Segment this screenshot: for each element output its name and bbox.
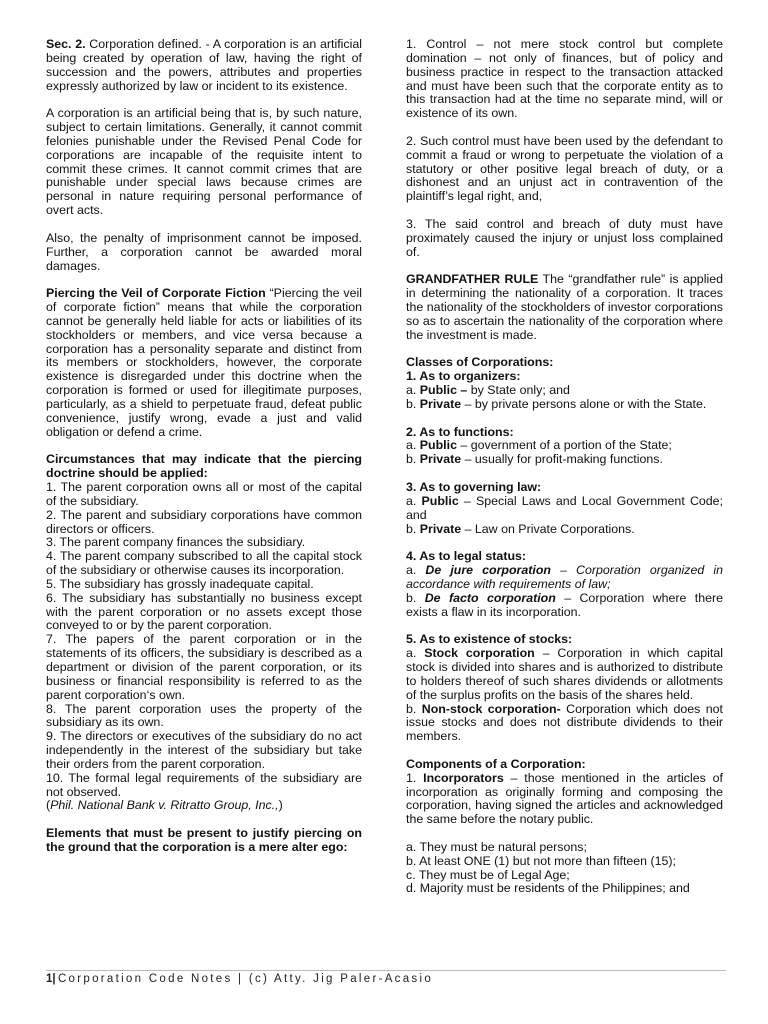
grandfather-heading: GRANDFATHER RULE	[406, 272, 539, 287]
class-item: b. Private – Law on Private Corporations.	[406, 521, 635, 536]
right-column	[406, 38, 723, 896]
circumstances-heading: Circumstances that may indicate that the piercing doctrine should be applied:	[46, 452, 362, 481]
class-heading: 1. As to organizers:	[406, 369, 521, 384]
components-heading: Components of a Corporation:	[406, 756, 586, 771]
class-heading: 2. As to functions:	[406, 424, 514, 439]
sec2-paragraph: Sec. 2. Corporation defined. - A corporation is an artificial being created by operation of law, having the right of succession and the powers, attributes and properties expressly authorized by law or incident to its existence.	[46, 37, 362, 93]
class-item: b. Private – usually for profit-making functions.	[406, 452, 663, 467]
grandfather-paragraph: GRANDFATHER RULE The “grandfather rule” is applied in determining the nationality of a corporation. It traces the nationality of the stockholders of investor corporations so as to ascertain the nationality of the corporation where the investment is made.	[406, 272, 723, 342]
footer-text: Corporation Code Notes | (c) Atty. Jig Paler-Acasio	[57, 973, 434, 985]
requirement-item: b. At least ONE (1) but not more than fifteen (15);	[406, 853, 676, 868]
class-item: b. De facto corporation – Corporation where there exists a flaw in its incorporation.	[406, 590, 724, 619]
element-item: 1. Control – not mere stock control but complete domination – not only of finances, but of policy and business practice in respect to the transaction attacked and must have been such that the corporate entity as to this transaction had at the time no separate mind, will or existence of its own.	[406, 37, 723, 121]
list-item: 8. The parent corporation uses the property of the subsidiary as its own.	[46, 701, 362, 730]
class-item: b. Private – by private persons alone or with the State.	[406, 396, 707, 411]
elements-heading: Elements that must be present to justify piercing on the ground that the corporation is a mere alter ego:	[46, 826, 362, 854]
class-heading: 5. As to existence of stocks:	[406, 632, 573, 647]
list-item: 4. The parent company subscribed to all the capital stock of the subsidiary or otherwise causes its incorporation.	[46, 549, 362, 578]
list-item: 10. The formal legal requirements of the subsidiary are not observed.	[46, 770, 362, 799]
class-item: b. Non-stock corporation- Corporation which does not issue stocks and does not distribute dividends to their members.	[406, 701, 723, 744]
class-heading: 4. As to legal status:	[406, 549, 527, 564]
requirement-item: a. They must be natural persons;	[406, 839, 587, 854]
list-item: 1. The parent corporation owns all or most of the capital of the subsidiary.	[46, 480, 362, 508]
class-item: a. Public – by State only; and	[406, 383, 570, 398]
piercing-heading: Piercing the Veil of Corporate Fiction	[46, 286, 266, 301]
requirement-item: c. They must be of Legal Age;	[406, 867, 570, 882]
limitations-paragraph: A corporation is an artificial being that is, by such nature, subject to certain limitations. Generally, it cannot commit felonies punishable under the Revised Penal Code for corporations are incapable of the requisite intent to commit these crimes. It cannot commit crimes that are punishable under special laws because crimes are personal in nature requiring personal performance of overt acts.	[46, 106, 362, 218]
class-heading: 3. As to governing law:	[406, 480, 542, 494]
page-number: 1	[46, 973, 53, 985]
class-item: a. Stock corporation – Corporation in which capital stock is divided into shares and is authorized to distribute to holders thereof of such shares dividends or allotments of the surplus profits on the basis of the shares held.	[406, 646, 723, 702]
sec2-label: Sec. 2.	[46, 37, 86, 51]
requirement-item: d. Majority must be residents of the Philippines; and	[406, 881, 690, 896]
element-item: 2. Such control must have been used by the defendant to commit a fraud or wrong to perpetuate the violation of a statutory or other positive legal breach of duty, or a dishonest and an unjust act in contravention of the plaintiff’s legal right, and,	[406, 133, 723, 204]
piercing-paragraph: Piercing the Veil of Corporate Fiction “Piercing the veil of corporate fiction” means that while the corporation cannot be generally held liable for acts or liabilities of its stockholders or members, and vice versa because a corporation has a personality separate and distinct from its members or stockholders, however, the corporate existence is disregarded under this doctrine when the corporation is formed or used for illegitimate purposes, particularly, as a shield to perpetuate fraud, defeat public convenience, justify wrong, evade a just and valid obligation or defend a crime.	[46, 286, 362, 439]
class-item: a. Public – government of a portion of the State;	[406, 438, 672, 453]
class-item: a. De jure corporation – Corporation organized in accordance with requirements of law;	[406, 563, 723, 591]
list-item: 3. The parent company finances the subsidiary.	[46, 535, 306, 550]
list-item: 2. The parent and subsidiary corporations have common directors or officers.	[46, 507, 362, 536]
class-item: a. Public – Special Laws and Local Government Code; and	[406, 493, 724, 522]
classes-heading: Classes of Corporations:	[406, 355, 554, 370]
list-item: 6. The subsidiary has substantially no business except with the parent corporation or no assets except those conveyed to or by the parent corporation.	[46, 590, 362, 633]
element-item: 3. The said control and breach of duty must have proximately caused the injury or unjust loss complained of.	[406, 216, 723, 259]
list-item: 5. The subsidiary has grossly inadequate capital.	[46, 576, 314, 591]
list-item: 9. The directors or executives of the subsidiary do no act independently in the interest of the subsidiary but take their orders from the parent corporation.	[46, 729, 362, 771]
page-footer: 1|Corporation Code Notes | (c) Atty. Jig Paler-Acasio	[46, 970, 726, 985]
case-citation: (Phil. National Bank v. Ritratto Group, Inc.,)	[46, 798, 283, 813]
incorporators-item: 1. Incorporators – those mentioned in the articles of incorporation as originally forming and composing the corporation, having signed the articles and acknowledged the same before the notary public.	[406, 770, 723, 827]
list-item: 7. The papers of the parent corporation or in the statements of its officers, the subsidiary is described as a department or division of the parent corporation, or its business or financial responsibility is referred to as the parent corporation‘s own.	[46, 632, 362, 702]
penalty-paragraph: Also, the penalty of imprisonment cannot be imposed. Further, a corporation cannot be awarded moral damages.	[46, 230, 362, 273]
left-column	[46, 38, 362, 855]
